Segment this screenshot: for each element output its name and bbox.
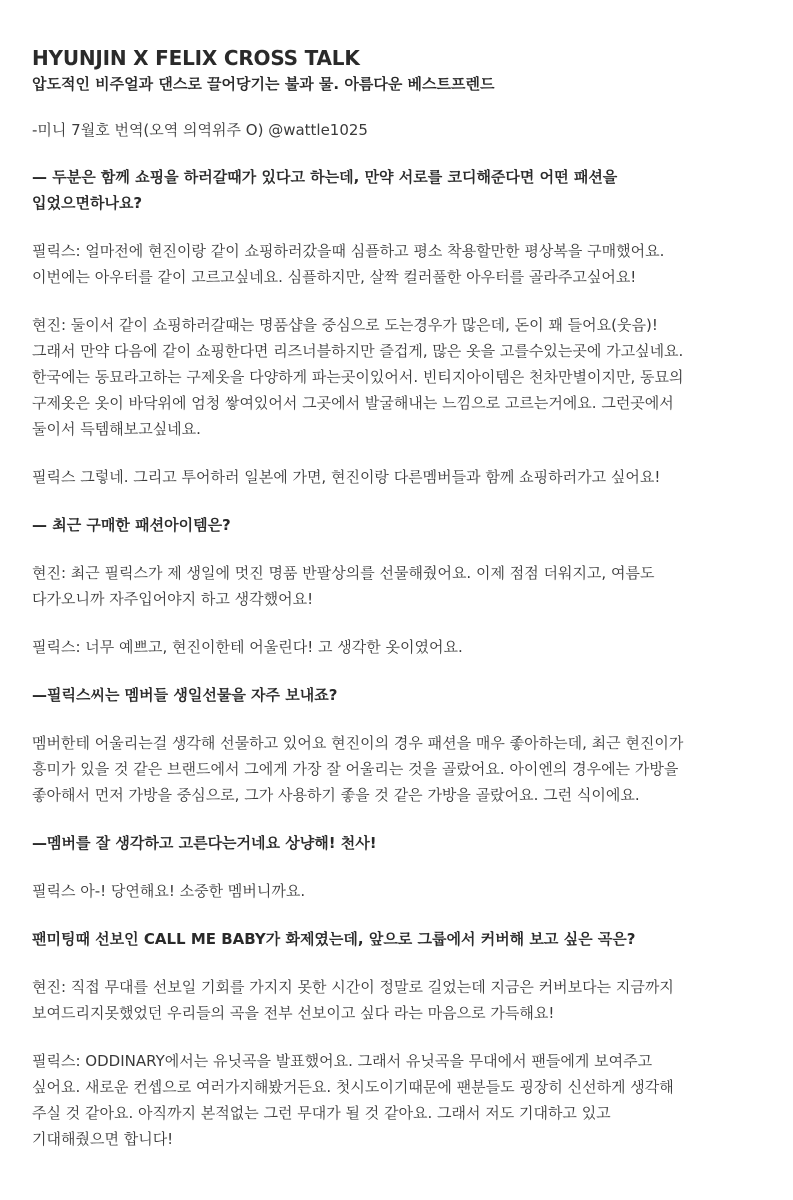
interview-answer: 필릭스: ODDINARY에서는 유닛곡을 발표했어요. 그래서 유닛곡을 무대에서 팬들에게 보여주고 싶어요. 새로운 컨셉으로 여러가지해봤거든요. 첫시도이기때문에 팬분들도 굉장히 신선하게 생각해 주실 것 같아요. 아직까지 본적없는 그런 무대가 될 것 같아요. 그래서 저도 기대하고 있고 기대해줬으면 합니다!	[32, 1052, 674, 1148]
interview-answer: 필릭스: 얼마전에 현진이랑 같이 쇼핑하러갔을때 심플하고 평소 착용할만한 평상복을 구매했어요. 이번에는 아우터를 같이 고르고싶네요. 심플하지만, 살짝 컬러풀한 아우터를 골라주고싶어요!	[32, 242, 665, 286]
interview-answer: 필릭스 아-! 당연해요! 소중한 멤버니까요.	[32, 882, 306, 900]
question-block	[32, 164, 753, 216]
answer-block	[32, 878, 753, 904]
interview-answer: 현진: 최근 필릭스가 제 생일에 멋진 명품 반팔상의를 선물해줬어요. 이제 점점 더워지고, 여름도 다가오니까 자주입어야지 하고 생각했어요!	[32, 564, 655, 608]
answer-block	[32, 1048, 753, 1152]
interview-answer: 필릭스: 너무 예쁘고, 현진이한테 어울린다! 고 생각한 옷이였어요.	[32, 638, 463, 656]
interview-answer: 필릭스 그렇네. 그리고 투어하러 일본에 가면, 현진이랑 다른멤버들과 함께 쇼핑하러가고 싶어요!	[32, 468, 661, 486]
interview-question: —필릭스씨는 멤버들 생일선물을 자주 보내죠?	[32, 686, 338, 704]
question-block	[32, 512, 753, 538]
answer-block	[32, 974, 753, 1026]
article-title: HYUNJIN X FELIX CROSS TALK	[32, 46, 360, 70]
answer-block	[32, 560, 753, 612]
answer-block	[32, 634, 753, 660]
interview-question: — 최근 구매한 패션아이템은?	[32, 516, 231, 534]
answer-block	[32, 238, 753, 290]
question-block	[32, 830, 753, 856]
article-subtitle: 압도적인 비주얼과 댄스로 끌어당기는 불과 물. 아름다운 베스트프렌드	[32, 75, 495, 93]
answer-block	[32, 730, 753, 808]
interview-question: —멤버를 잘 생각하고 고른다는거네요 상냥해! 천사!	[32, 834, 377, 852]
answer-block	[32, 464, 753, 490]
question-block	[32, 682, 753, 708]
question-block	[32, 926, 753, 952]
interview-answer: 현진: 직접 무대를 선보일 기회를 가지지 못한 시간이 정말로 길었는데 지금은 커버보다는 지금까지 보여드리지못했었던 우리들의 곡을 전부 선보이고 싶다 라는 마음으로 가득해요!	[32, 978, 674, 1022]
interview-answer: 멤버한테 어울리는걸 생각해 선물하고 있어요 현진이의 경우 패션을 매우 좋아하는데, 최근 현진이가 흥미가 있을 것 같은 브랜드에서 그에게 가장 잘 어울리는 것을 골랐어요. 아이엔의 경우에는 가방을 좋아해서 먼저 가방을 중심으로, 그가 사용하기 좋을 것 같은 가방을 골랐어요. 그런 식이에요.	[32, 734, 684, 804]
translation-credit: -미니 7월호 번역(오역 의역위주 O) @wattle1025	[32, 121, 368, 139]
answer-block	[32, 312, 753, 442]
interview-question: 팬미팅때 선보인 CALL ME BABY가 화제였는데, 앞으로 그룹에서 커버해 보고 싶은 곡은?	[32, 930, 636, 948]
interview-question: — 두분은 함께 쇼핑을 하러갈때가 있다고 하는데, 만약 서로를 코디해준다면 어떤 패션을 입었으면하나요?	[32, 168, 618, 212]
interview-answer: 현진: 둘이서 같이 쇼핑하러갈때는 명품샵을 중심으로 도는경우가 많은데, 돈이 꽤 들어요(웃음)! 그래서 만약 다음에 같이 쇼핑한다면 리즈너블하지만 즐겁게, 많은 옷을 고를수있는곳에 가고싶네요. 한국에는 동묘라고하는 구제옷을 다양하게 파는곳이있어서. 빈티지아이템은 천차만별이지만, 동묘의 구제옷은 옷이 바닥위에 엄청 쌓여있어서 그곳에서 발굴해내는 느낌으로 고르는거에요. 그런곳에서 둘이서 득템해보고싶네요.	[32, 316, 684, 438]
